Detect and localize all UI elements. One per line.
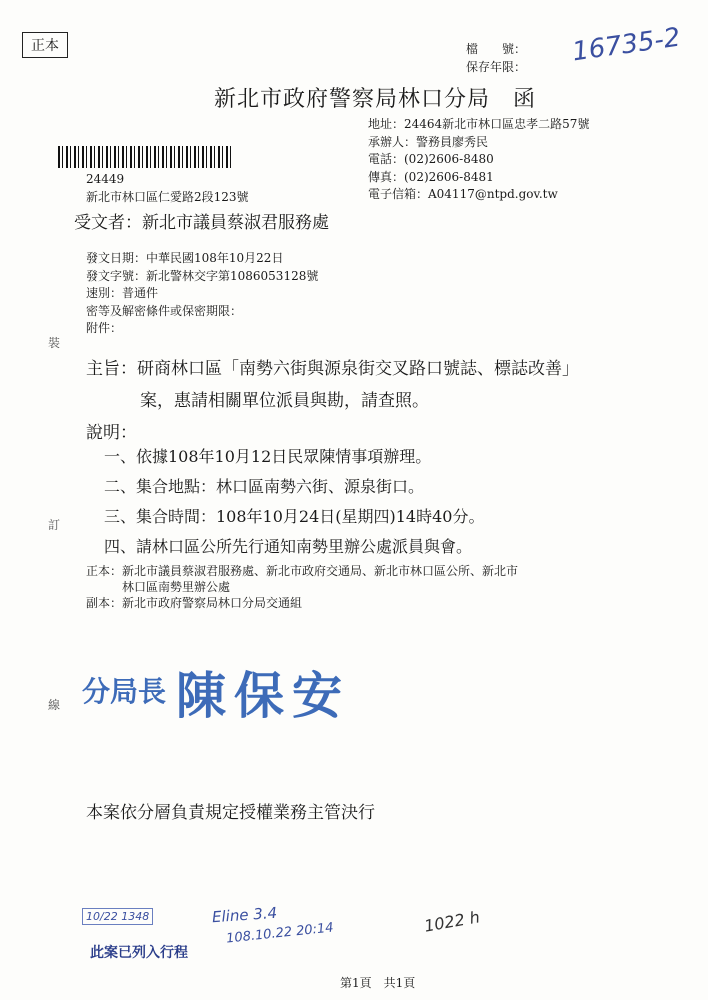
address: 地址：24464新北市林口區忠孝二路57號 — [368, 117, 590, 131]
cc-original-1: 正本：新北市議員蔡淑君服務處、新北市政府交通局、新北市林口區公所、新北市 — [86, 564, 519, 578]
fax: 傳真：(02)2606-8481 — [368, 169, 494, 184]
item-1: 一、依據108年10月12日民眾陳情事項辦理。 — [104, 447, 432, 466]
recipient: 受文者：新北市議員蔡淑君服務處 — [74, 213, 329, 233]
cc-copy: 副本：新北市政府警察局林口分局交通組 — [86, 596, 303, 610]
binding-mark-c: 線 — [48, 698, 61, 712]
handwritten-note-left: 10/22 1348 — [82, 908, 153, 925]
page-info: 第1頁 共1頁 — [340, 976, 416, 990]
retention-label: 保存年限： — [466, 60, 527, 74]
item-3: 三、集合時間：108年10月24日(星期四)14時40分。 — [104, 507, 485, 526]
barcode — [58, 146, 234, 168]
handwritten-note-middle-1: Eline 3.4 — [211, 903, 278, 927]
handler: 承辦人：警務員廖秀民 — [368, 134, 489, 149]
recipient-address: 新北市林口區仁愛路2段123號 — [86, 190, 249, 204]
signature-title-stamp: 分局長 — [82, 675, 167, 708]
document-title: 新北市政府警察局林口分局 函 — [214, 87, 537, 112]
attachment: 附件： — [86, 321, 123, 335]
item-4: 四、請林口區公所先行通知南勢里辦公處派員與會。 — [104, 537, 473, 556]
explanation-label: 說明： — [86, 423, 137, 443]
issue-date: 發文日期：中華民國108年10月22日 — [86, 251, 284, 265]
scheduled-note: 此案已列入行程 — [90, 945, 188, 961]
speed: 速別：普通件 — [86, 286, 159, 300]
contact-block — [368, 116, 589, 204]
handwritten-note-middle-2: 108.10.22 20:14 — [225, 920, 335, 947]
phone: 電話：(02)2606-8480 — [368, 152, 494, 166]
handwritten-note-right: 1022 h — [422, 907, 482, 936]
recipient-postal: 24449 — [86, 172, 125, 186]
meta-block — [86, 250, 318, 338]
signature-name-stamp: 陳保安 — [176, 667, 350, 725]
email: 電子信箱：A04117@ntpd.gov.tw — [368, 187, 558, 201]
issue-number: 發文字號：新北警林交字第1086053128號 — [86, 268, 319, 283]
cc-original-2: 林口區南勢里辦公處 — [122, 580, 231, 594]
handwritten-id: 16735-2 — [570, 22, 683, 68]
item-2: 二、集合地點：林口區南勢六街、源泉街口。 — [104, 477, 425, 496]
authorization-note: 本案依分層負責規定授權業務主管決行 — [86, 803, 375, 823]
file-number-label: 檔 號： — [466, 42, 527, 56]
binding-mark-b: 訂 — [48, 518, 61, 532]
binding-mark-a: 裝 — [48, 336, 61, 350]
subject-line-2: 案，惠請相關單位派員與勘，請查照。 — [140, 391, 429, 411]
doc-type-box: 正本 — [22, 32, 68, 58]
subject-line-1: 主旨：研商林口區「南勢六街與源泉街交叉路口號誌、標誌改善」 — [86, 359, 579, 379]
secrecy: 密等及解密條件或保密期限： — [86, 303, 243, 318]
